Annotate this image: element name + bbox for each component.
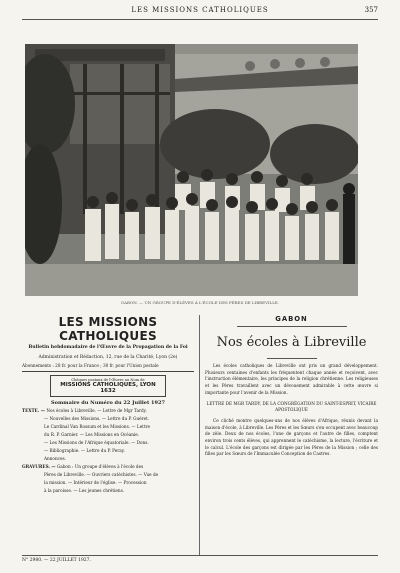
- summary-line: à la paroisse. — Les jeunes chrétiens.: [44, 488, 125, 493]
- article: [205, 315, 378, 458]
- page-number: 357: [364, 6, 378, 14]
- summary-line: — Nouvelles des Missions. — Lettre du P. Guéret.: [44, 416, 150, 421]
- article-body: Ce cliché montre quelques-uns de nos élèves d'Afrique, réunis devant la maison d'école, à Libreville. Les Pères et les Sœurs s'en occupent avec beaucoup de zèle. Deux de nos écoles, l'une de garçons et l'autre de filles, comptent environ trois cents élèves, qui apprennent le catéchisme, la lecture, l'écriture et le calcul. L'école des garçons est dirigée par les Pères de la Mission ; celle des filles par les Sœurs de l'Immaculée Conception de Castres.: [205, 417, 378, 457]
- summary-line: GRAVURES. — Gabon : Un groupe d'élèves à l'école des: [22, 464, 144, 469]
- summary-line: du R. P. Garnier. — Les Missions en Océanie.: [44, 432, 140, 437]
- article-intro: Les écoles catholiques de Libreville ont pris un grand développement. Plusieurs centaines d'enfants les fréquentent chaque année et reçoivent, avec l'instruction élémentaire, les principes de la religion chrétienne. Les religieuses et les Pères travaillent avec un dévouement admirable à cette œuvre si importante pour l'avenir de la Mission.: [205, 363, 378, 395]
- article-heading: LETTRE DE MGR TARDY, DE LA CONGRÉGATION DU SAINT-ESPRIT, VICAIRE APOSTOLIQUE: [206, 400, 377, 413]
- journal-prices: Abonnements : 28 fr. pour la France ; 30 fr. pour l'Union postale: [22, 363, 159, 368]
- postal-account-box: [50, 375, 166, 397]
- page-footer: [22, 555, 378, 566]
- school-photo-illustration: [25, 44, 358, 296]
- summary-line: Pères de Libreville. — Ouvriers catéchistes. — Vue de: [44, 472, 159, 477]
- article-section: GABON: [275, 315, 308, 323]
- masthead-rule: [22, 371, 194, 372]
- column-divider: [199, 315, 200, 555]
- summary-line: Annonces.: [44, 456, 66, 461]
- journal-masthead: [22, 315, 194, 494]
- journal-title: LES MISSIONS CATHOLIQUES: [58, 315, 158, 343]
- summary-line: — Bibliographie. — Lettre du P. Peray.: [44, 448, 125, 453]
- running-title: LES MISSIONS CATHOLIQUES: [131, 6, 269, 14]
- summary-line: TEXTE. — Nos écoles à Libreville. — Lettre de Mgr Tardy.: [22, 408, 147, 413]
- school-photo: [25, 44, 358, 296]
- journal-address: Administration et Rédaction, 12, rue de la Charité, Lyon (2e): [38, 355, 178, 360]
- page-header: [22, 5, 378, 20]
- summary-title: Sommaire du Numéro du 22 Juillet 1927: [51, 400, 165, 406]
- summary-line: — Les Missions de l'Afrique équatoriale. — Dons.: [44, 440, 149, 445]
- summary-line: la mission. — Intérieur de l'église. — Procession: [44, 480, 147, 485]
- title-rule: [267, 358, 317, 359]
- journal-subtitle: Bulletin hebdomadaire de l'Œuvre de la Propagation de la Foi: [28, 345, 188, 350]
- issue-number: N° 2980. — 22 JUILLET 1927.: [22, 558, 91, 563]
- section-rule: [237, 326, 347, 327]
- postal-account-name: MISSIONS CATHOLIQUES, LYON 1632: [60, 382, 156, 394]
- summary-line: Le Cardinal Van Rossum et les Missions. — Lettre: [44, 424, 151, 429]
- summary-list: [22, 407, 194, 494]
- article-title: Nos écoles à Libreville: [216, 335, 367, 350]
- photo-caption: GABON. — UN GROUPE D'ÉLÈVES À L'ÉCOLE DES PÈRES DE LIBREVILLE.: [120, 300, 280, 305]
- postal-account-label: Chèques postaux de l'Œuvre au Nom de: [71, 378, 145, 382]
